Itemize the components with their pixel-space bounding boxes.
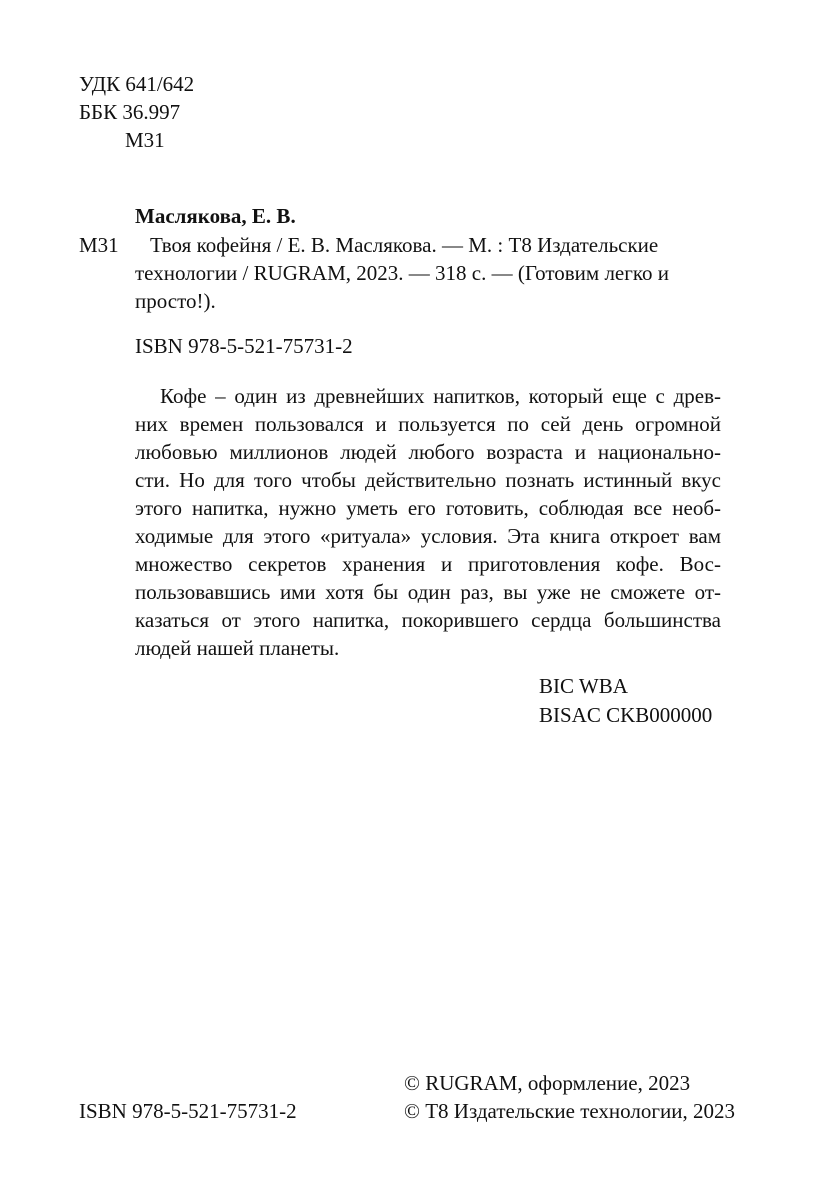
- annotation-line: пользовавшись ими хотя бы один раз, вы уже не сможете от-: [135, 580, 721, 604]
- isbn-main: ISBN 978-5-521-75731-2: [135, 334, 353, 358]
- bibliographic-line-3: просто!).: [135, 289, 216, 313]
- annotation-line: ходимые для этого «ритуала» условия. Эта книга откроет вам: [135, 524, 721, 548]
- annotation-line: них времен пользовался и пользуется по сей день огромной: [135, 412, 721, 436]
- bibliographic-line-1: Твоя кофейня / Е. В. Маслякова. — М. : Т8 Издательские: [150, 233, 659, 257]
- author-mark-top: М31: [125, 128, 165, 152]
- copyright-design: © RUGRAM, оформление, 2023: [404, 1071, 691, 1095]
- isbn-footer: ISBN 978-5-521-75731-2: [79, 1099, 297, 1123]
- annotation-line: Кофе – один из древнейших напитков, который еще с древ-: [160, 384, 721, 408]
- bbk-code: ББК 36.997: [79, 100, 181, 124]
- annotation-line: казаться от этого напитка, покорившего сердца большинства: [135, 608, 721, 632]
- bic-code: BIC WBA: [539, 674, 628, 698]
- author-heading: Маслякова, Е. В.: [135, 204, 296, 228]
- annotation-line: этого напитка, нужно уметь его готовить, соблюдая все необ-: [135, 496, 721, 520]
- bibliographic-line-2: технологии / RUGRAM, 2023. — 318 с. — (Готовим легко и: [135, 261, 669, 285]
- annotation-line: людей нашей планеты.: [135, 636, 340, 660]
- annotation-line: любовью миллионов людей любого возраста и национально-: [135, 440, 721, 464]
- udk-code: УДК 641/642: [79, 72, 195, 96]
- bisac-code: BISAC CKB000000: [539, 703, 713, 727]
- annotation-line: множество секретов хранения и приготовления кофе. Вос-: [135, 552, 721, 576]
- annotation-line: сти. Но для того чтобы действительно познать истинный вкус: [135, 468, 721, 492]
- author-mark-left: М31: [79, 233, 119, 257]
- copyright-publisher: © Т8 Издательские технологии, 2023: [404, 1099, 735, 1123]
